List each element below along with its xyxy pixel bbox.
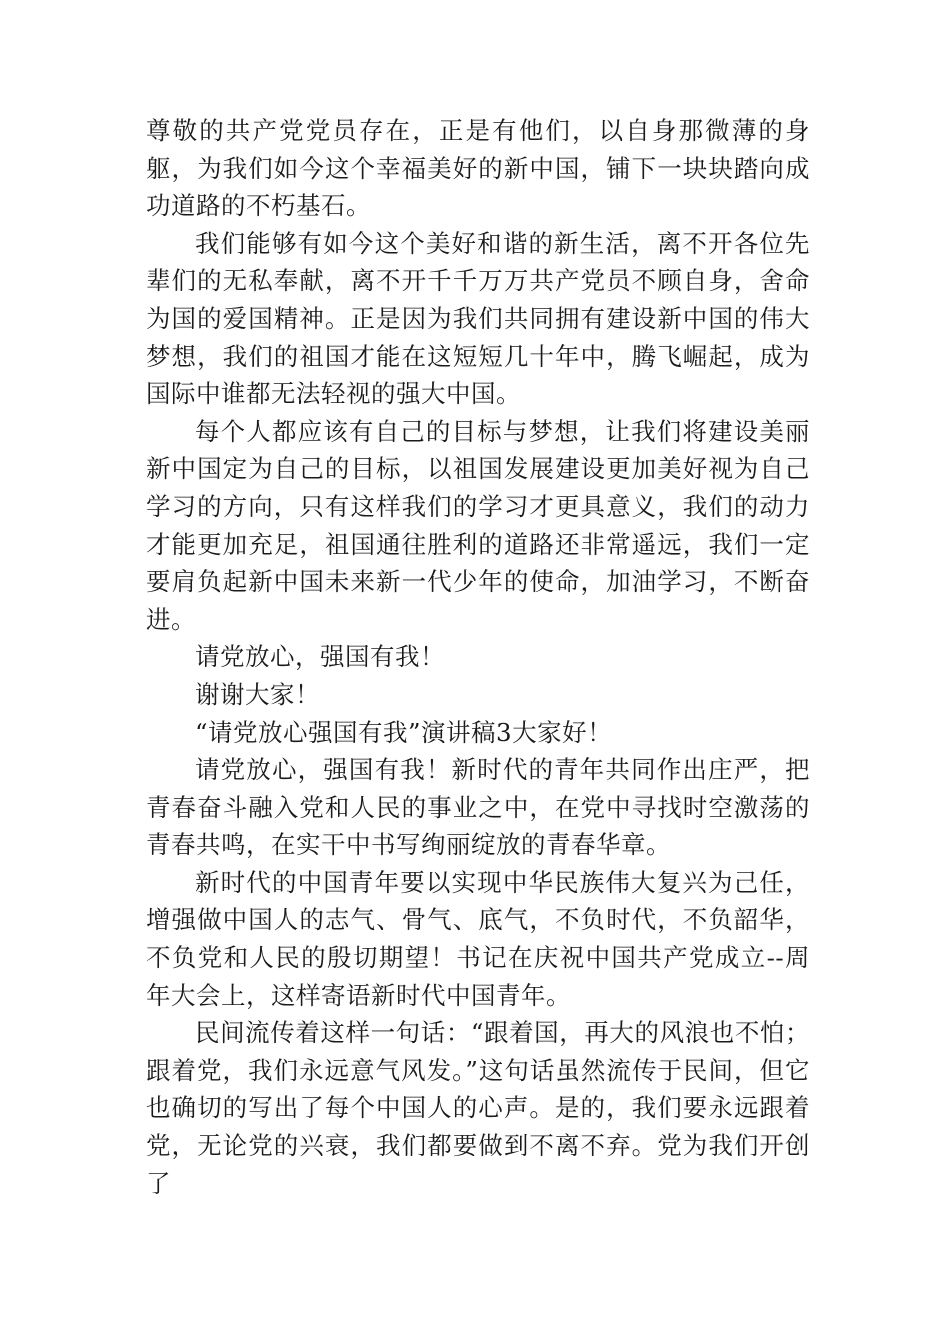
paragraph-4: 请党放心，强国有我！ bbox=[195, 642, 445, 672]
paragraph-2: 我们能够有如今这个美好和谐的新生活，离不开各位先辈们的无私奉献，离不开千千万万共产党员不顾自身，舍命为国的爱国精神。正是因为我们共同拥有建设新中国的伟大梦想，我们的祖国才能在这短短几十年中，腾飞崛起，成为国际中谁都无法轻视的强大中国。 bbox=[146, 228, 810, 409]
paragraph-6: “请党放心强国有我”演讲稿3大家好！ bbox=[195, 717, 613, 747]
paragraph-9: 民间流传着这样一句话：“跟着国，再大的风浪也不怕；跟着党，我们永远意气风发。”这句话虽然流传于民间，但它也确切的写出了每个中国人的心声。是的，我们要永远跟着党，无论党的兴衰，我们都要做到不离不弃。党为我们开创了 bbox=[146, 1018, 810, 1198]
document-page bbox=[146, 112, 810, 1202]
paragraph-1: 尊敬的共产党党员存在，正是有他们，以自身那微薄的身躯，为我们如今这个幸福美好的新中国，铺下一块块踏向成功道路的不朽基石。 bbox=[146, 116, 810, 221]
paragraph-8: 新时代的中国青年要以实现中华民族伟大复兴为己任，增强做中国人的志气、骨气、底气，不负时代，不负韶华，不负党和人民的殷切期望！书记在庆祝中国共产党成立--周年大会上，这样寄语新时代中国青年。 bbox=[146, 867, 810, 1010]
paragraph-3: 每个人都应该有自己的目标与梦想，让我们将建设美丽新中国定为自己的目标，以祖国发展建设更加美好视为自己学习的方向，只有这样我们的学习才更具意义，我们的动力才能更加充足，祖国通往胜利的道路还非常遥远，我们一定要肩负起新中国未来新一代少年的使命，加油学习，不断奋进。 bbox=[146, 416, 810, 634]
paragraph-7: 请党放心，强国有我！新时代的青年共同作出庄严，把青春奋斗融入党和人民的事业之中，在党中寻找时空激荡的青春共鸣，在实干中书写绚丽绽放的青春华章。 bbox=[146, 755, 810, 860]
paragraph-5: 谢谢大家！ bbox=[195, 679, 320, 709]
